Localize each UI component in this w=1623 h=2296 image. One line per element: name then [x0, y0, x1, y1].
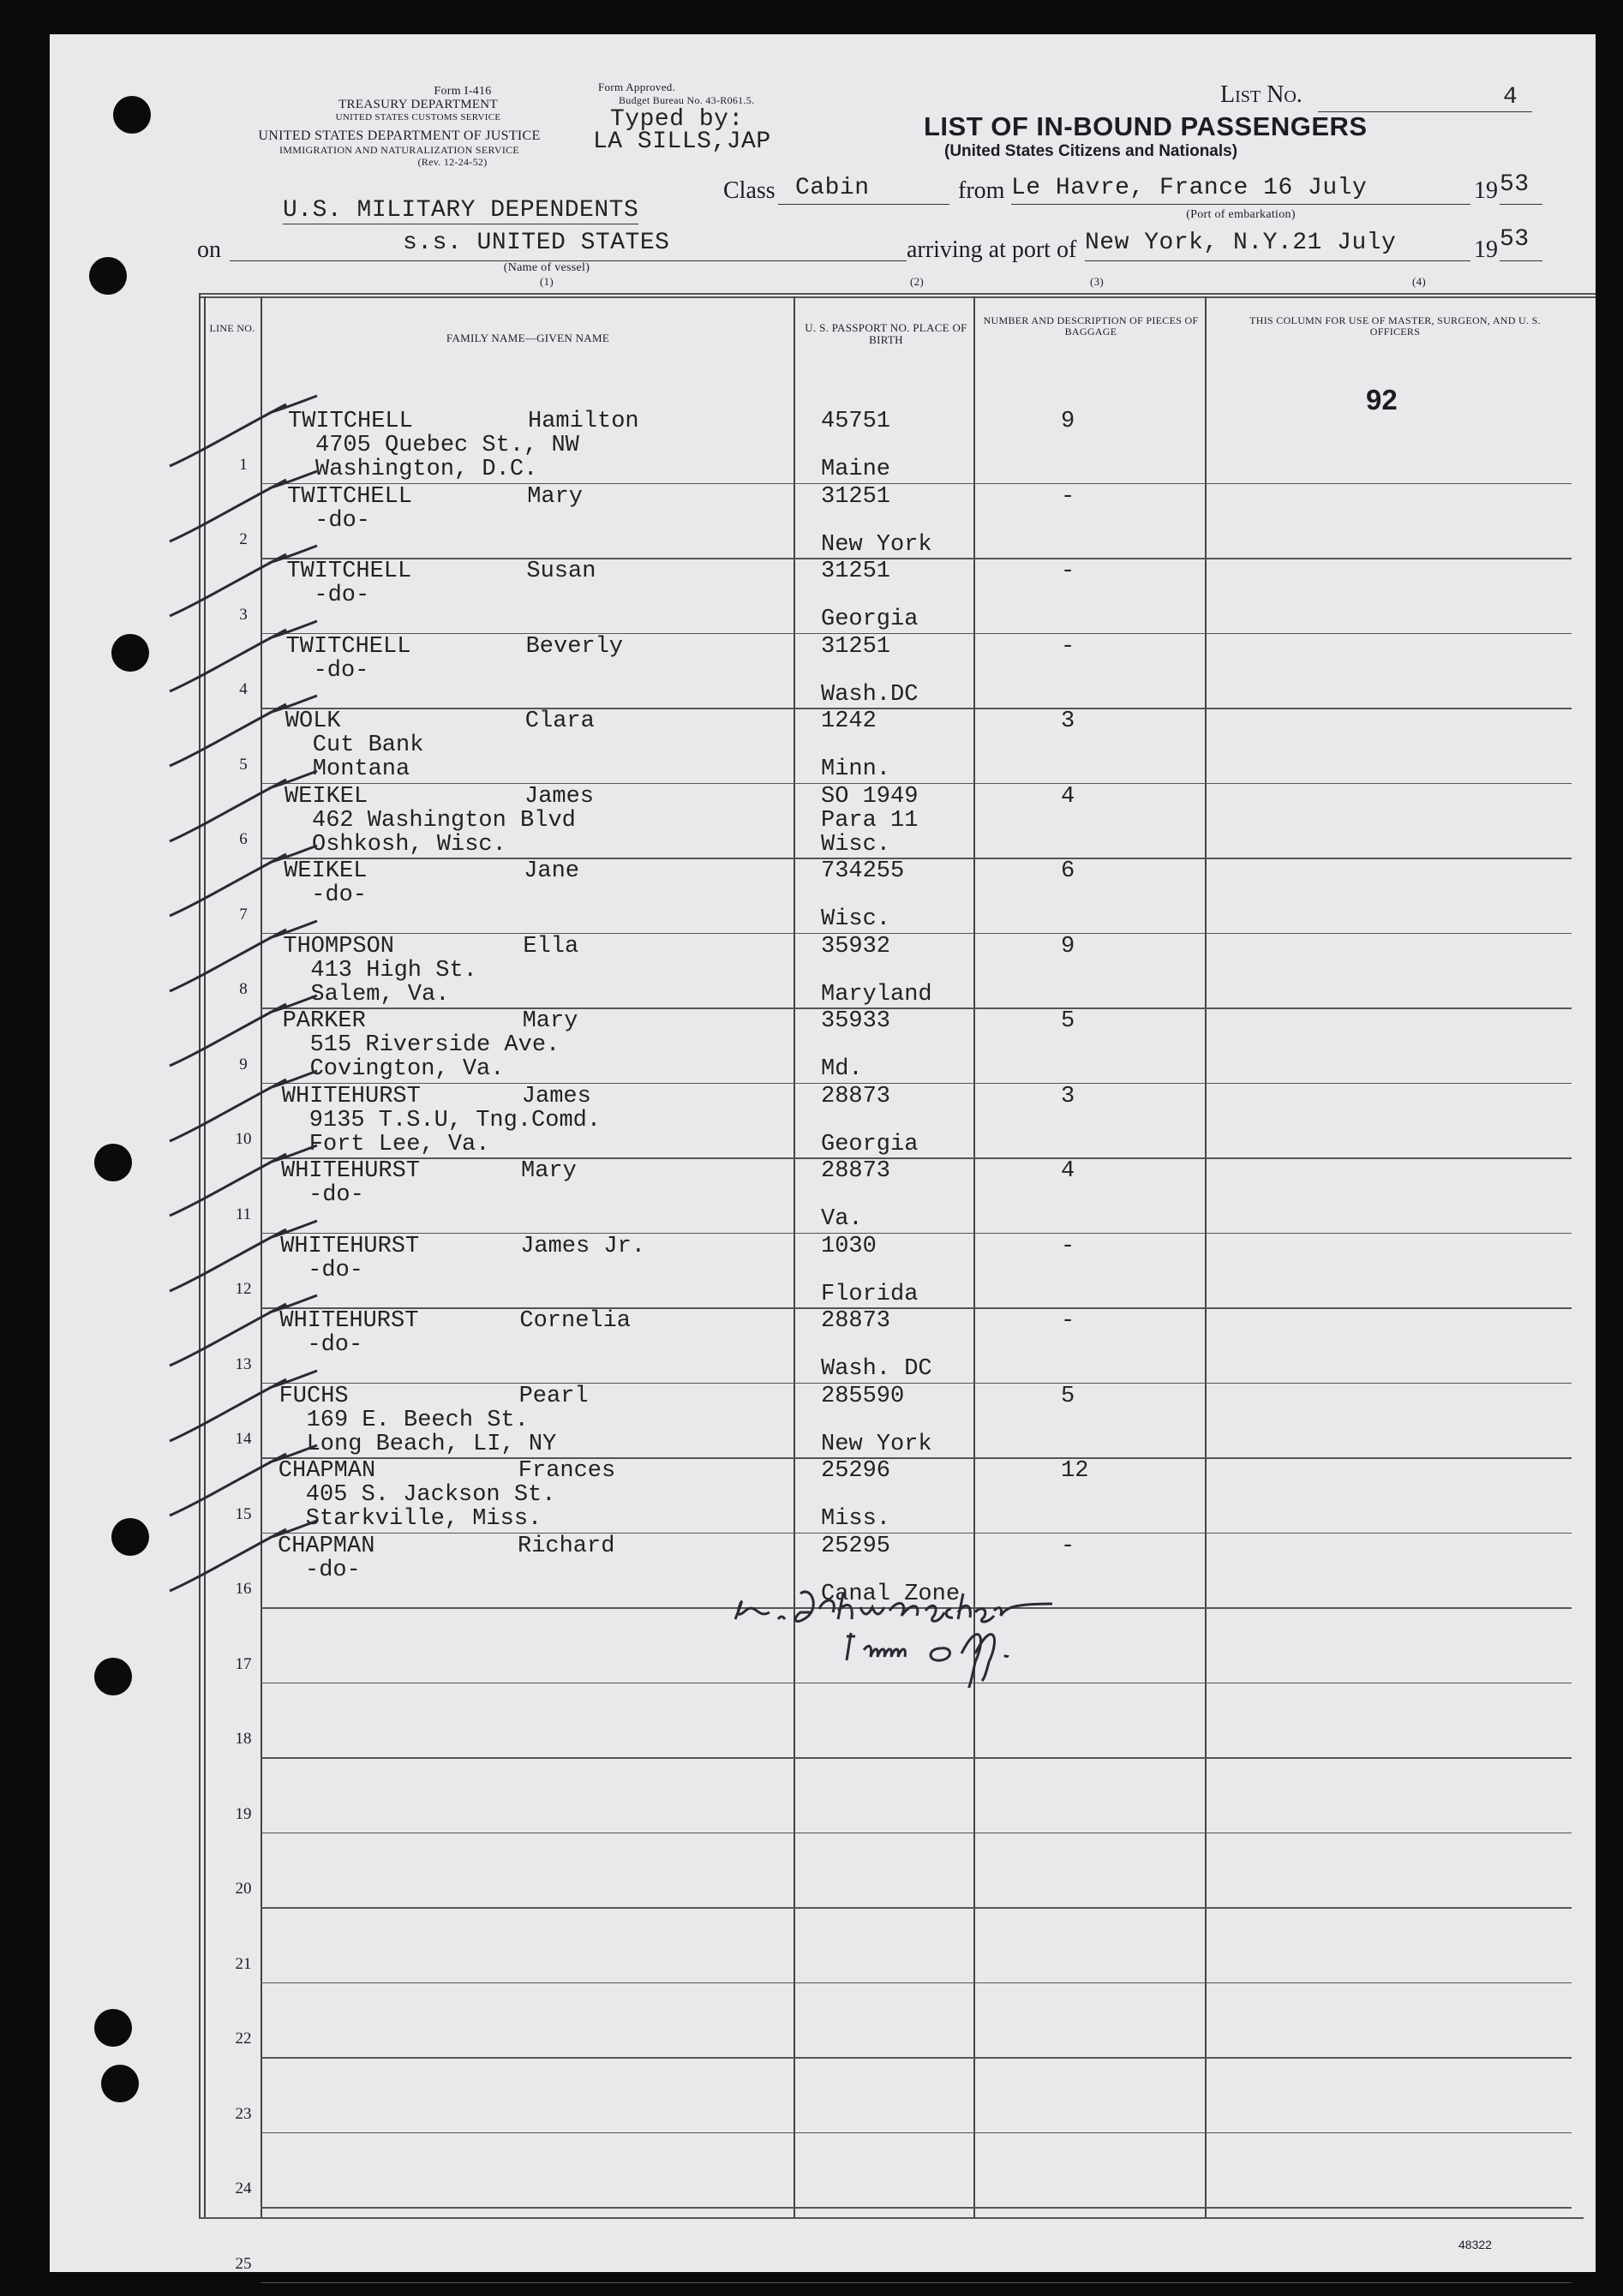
family-name: TWITCHELL	[285, 633, 411, 660]
header-line-no: LINE NO.	[209, 322, 255, 334]
row-rule	[261, 1533, 1572, 1534]
line-number: 1	[239, 455, 248, 474]
signature-text: A.W. Schumacher	[718, 1559, 725, 1560]
family-name: WEIKEL	[284, 858, 368, 884]
check-mark-icon	[166, 1292, 338, 1369]
address-line-1: -do-	[311, 882, 367, 908]
address-line-1: 9135 T.S.U, Tng.Comd.	[308, 1107, 602, 1133]
arriving-field	[1085, 230, 1470, 261]
passport-number: 31251	[821, 483, 891, 510]
officer-note: 92	[1366, 384, 1398, 416]
passport-number: 35932	[821, 933, 891, 960]
row-rule	[261, 2132, 1572, 2134]
row-rule	[261, 858, 1572, 859]
line-number: 18	[235, 1730, 252, 1748]
table-top-rule-2	[199, 296, 1596, 298]
check-mark-icon	[166, 1517, 338, 1594]
check-mark-icon	[166, 692, 338, 769]
line-number: 13	[235, 1354, 252, 1373]
row-rule	[261, 1982, 1572, 1984]
year2-field	[1500, 226, 1542, 261]
binder-hole	[94, 2009, 132, 2047]
given-name: Ella	[523, 933, 579, 960]
check-mark-icon	[166, 992, 338, 1069]
given-name: Jane	[524, 858, 579, 884]
address-line-2: Oshkosh, Wisc.	[312, 831, 506, 858]
address-line-2: Washington, D.C.	[315, 457, 538, 482]
check-mark-icon	[166, 768, 338, 845]
family-name: CHAPMAN	[278, 1533, 375, 1559]
given-name: James	[524, 783, 595, 810]
baggage-count: 6	[1061, 858, 1075, 884]
typed-by-label: Typed by:	[610, 106, 744, 133]
line-number: 16	[235, 1580, 252, 1598]
address-line-1: 515 Riverside Ave.	[309, 1032, 560, 1058]
header-passport: U. S. PASSPORT NO. PLACE OF BIRTH	[805, 321, 967, 346]
line-number: 10	[235, 1130, 252, 1148]
family-name: PARKER	[282, 1008, 366, 1034]
passport-number: 734255	[821, 858, 905, 884]
row-rule	[261, 708, 1572, 709]
family-name: THOMPSON	[283, 933, 395, 960]
row-rule	[261, 2207, 1572, 2209]
justice-dept: UNITED STATES DEPARTMENT OF JUSTICE	[258, 129, 541, 143]
given-name: Mary	[522, 1008, 578, 1034]
row-rule	[261, 1157, 1572, 1159]
address-line-1: -do-	[305, 1557, 361, 1583]
line-number: 7	[239, 905, 248, 924]
vessel-caption: (Name of vessel)	[503, 261, 590, 274]
list-no-value: 4	[1503, 84, 1518, 111]
passport-number: 285590	[821, 1383, 905, 1409]
from-label: from	[958, 177, 1005, 204]
row-rule	[261, 1083, 1572, 1085]
place-of-birth: Wisc.	[821, 831, 891, 858]
binder-hole	[89, 257, 127, 295]
list-no-field	[1318, 86, 1532, 112]
baggage-count: 3	[1061, 709, 1075, 734]
row-rule	[261, 933, 1572, 935]
row-rule	[261, 1007, 1572, 1009]
baggage-count: 4	[1061, 783, 1075, 810]
header-family-name: FAMILY NAME—GIVEN NAME	[446, 332, 610, 344]
place-of-birth: Canal Zone	[821, 1581, 961, 1607]
baggage-count: -	[1061, 559, 1075, 584]
class-field	[778, 175, 949, 205]
line-number: 12	[235, 1280, 252, 1298]
binder-hole	[94, 1144, 132, 1181]
passport-number: 25296	[821, 1458, 891, 1484]
baggage-count: -	[1061, 483, 1075, 510]
address-line-1: 4705 Quebec St., NW	[315, 433, 579, 458]
manifest-sheet	[50, 34, 1596, 2272]
passport-number: 31251	[821, 559, 891, 584]
vessel-value: s.s. UNITED STATES	[403, 230, 670, 256]
from-field	[1011, 175, 1470, 205]
address-line-2: Montana	[312, 756, 410, 782]
col-num-1: (1)	[539, 275, 554, 288]
group-heading: U.S. MILITARY DEPENDENTS	[283, 197, 639, 224]
row-rule	[261, 2057, 1572, 2059]
list-title: LIST OF IN-BOUND PASSENGERS	[924, 111, 1368, 141]
given-name: Susan	[526, 559, 596, 584]
row-rule	[261, 1907, 1572, 1909]
baggage-count: 5	[1061, 1383, 1075, 1409]
given-name: Beverly	[525, 633, 624, 660]
place-of-birth: Maine	[821, 457, 891, 482]
passport-number: 28873	[821, 1308, 891, 1334]
address-line-1: Cut Bank	[312, 732, 424, 758]
row-rule	[261, 1833, 1572, 1834]
line-number: 24	[235, 2179, 252, 2197]
vessel-field	[230, 230, 907, 261]
port-embark-caption: (Port of embarkation)	[1186, 208, 1296, 221]
place-of-birth: Wash. DC	[821, 1356, 932, 1382]
form-number: Form I-416	[434, 85, 492, 98]
place-of-birth: Georgia	[821, 1131, 919, 1157]
address-line-1: -do-	[313, 657, 369, 684]
check-mark-icon	[166, 1367, 338, 1444]
arriving-label: arriving at port of	[907, 236, 1077, 263]
on-label: on	[197, 236, 221, 263]
line-number: 20	[235, 1880, 252, 1898]
family-name: WHITEHURST	[281, 1083, 421, 1109]
check-mark-icon	[166, 618, 338, 695]
row-rule	[261, 1307, 1572, 1309]
given-name: Mary	[521, 1158, 577, 1184]
line-number: 23	[235, 2104, 252, 2123]
passport-number: SO 1949	[821, 783, 919, 810]
passport-number: 25295	[821, 1533, 891, 1559]
given-name: Richard	[518, 1533, 615, 1559]
given-name: Clara	[524, 709, 595, 734]
line-number: 11	[235, 1205, 252, 1223]
budget-bureau: Budget Bureau No. 43-R061.5.	[619, 94, 755, 106]
list-no-label: List No.	[1220, 81, 1303, 108]
check-mark-icon	[166, 842, 338, 919]
binder-hole	[111, 634, 149, 672]
table-top-rule	[199, 293, 1596, 295]
line-number: 21	[235, 1954, 252, 1973]
family-name: WHITEHURST	[280, 1233, 420, 1259]
binder-hole	[111, 1518, 149, 1556]
arriving-value: New York, N.Y.21 July	[1085, 230, 1397, 256]
baggage-count: 12	[1061, 1458, 1089, 1484]
address-line-1: -do-	[307, 1332, 363, 1358]
family-name: FUCHS	[278, 1383, 349, 1409]
ins-service: IMMIGRATION AND NATURALIZATION SERVICE	[278, 144, 520, 156]
year-prefix: 19	[1474, 177, 1498, 204]
given-name: Mary	[527, 483, 583, 510]
line-number: 14	[235, 1430, 252, 1448]
given-name: Pearl	[518, 1383, 589, 1409]
baggage-count: 4	[1061, 1158, 1075, 1184]
form-approved: Form Approved.	[598, 81, 676, 93]
row-rule	[261, 1233, 1572, 1235]
divider-baggage-col	[1205, 296, 1207, 2219]
address-line-2: Fort Lee, Va.	[308, 1131, 490, 1157]
address-line-2: Covington, Va.	[309, 1056, 505, 1082]
family-name: TWITCHELL	[288, 409, 413, 434]
address-line-1: -do-	[308, 1182, 364, 1208]
row-rule	[261, 1383, 1572, 1384]
given-name: Hamilton	[528, 409, 639, 434]
passport-number: 28873	[821, 1158, 891, 1184]
place-of-birth: Miss.	[821, 1506, 891, 1532]
place-of-birth: Wisc.	[821, 906, 891, 932]
place-of-birth: New York	[821, 1431, 932, 1457]
footer-code: 48322	[1458, 2238, 1492, 2251]
given-name: Frances	[518, 1458, 616, 1484]
place-of-birth: Florida	[821, 1281, 919, 1307]
baggage-count: -	[1061, 633, 1075, 660]
given-name: James	[521, 1083, 591, 1109]
address-line-1: 462 Washington Blvd	[312, 807, 576, 834]
col-num-3: (3)	[1089, 275, 1105, 288]
given-name: Cornelia	[519, 1308, 632, 1334]
line-number: 22	[235, 2030, 252, 2048]
check-mark-icon	[166, 1067, 338, 1145]
address-line-2: Starkville, Miss.	[305, 1506, 542, 1532]
row-rule	[261, 1457, 1572, 1459]
family-name: CHAPMAN	[278, 1458, 376, 1484]
check-mark-icon	[166, 392, 338, 469]
year2-value: 53	[1500, 226, 1530, 253]
passport-number: 45751	[821, 409, 891, 434]
address-line-1: -do-	[314, 507, 370, 534]
baggage-count: 3	[1061, 1083, 1075, 1109]
header-officers: THIS COLUMN FOR USE OF MASTER, SURGEON, AND U. S. OFFICERS	[1249, 314, 1541, 338]
treasury-dept: TREASURY DEPARTMENT	[338, 98, 498, 111]
line-number: 25	[235, 2254, 252, 2273]
divider-name-col	[794, 296, 795, 2219]
customs-service: UNITED STATES CUSTOMS SERVICE	[335, 112, 501, 123]
passport-number: 31251	[821, 633, 891, 660]
line-number: 17	[235, 1654, 252, 1673]
baggage-count: -	[1061, 1233, 1075, 1259]
class-label: Class	[723, 177, 776, 204]
class-value: Cabin	[795, 175, 870, 201]
place-of-birth: Georgia	[821, 607, 919, 632]
year-field	[1500, 171, 1542, 205]
typed-by-value: LA SILLS,JAP	[593, 129, 771, 155]
place-of-birth: Wash.DC	[821, 681, 919, 708]
check-mark-icon	[166, 1142, 338, 1219]
line-number: 19	[235, 1804, 252, 1823]
from-value: Le Havre, France 16 July	[1011, 175, 1368, 201]
place-of-birth: Maryland	[821, 981, 932, 1007]
family-name: TWITCHELL	[287, 483, 413, 510]
line-number: 15	[235, 1504, 252, 1523]
passport-number: 35933	[821, 1008, 891, 1034]
address-line-1: 405 S. Jackson St.	[305, 1482, 556, 1508]
baggage-count: -	[1061, 1533, 1075, 1559]
family-name: WHITEHURST	[279, 1308, 419, 1334]
line-number: 9	[239, 1055, 248, 1073]
baggage-count: 5	[1061, 1008, 1075, 1034]
check-mark-icon	[166, 1217, 338, 1294]
year2-prefix: 19	[1474, 236, 1498, 263]
place-of-birth: Va.	[821, 1206, 863, 1232]
table-bottom-rule	[199, 2217, 1584, 2219]
line-number: 4	[239, 680, 248, 698]
address-line-1: 413 High St.	[310, 957, 477, 984]
check-mark-icon	[166, 468, 338, 545]
family-name: WEIKEL	[284, 783, 368, 810]
col-num-4: (4)	[1411, 275, 1427, 288]
address-line-1: -do-	[314, 583, 370, 608]
line-number: 6	[239, 830, 248, 848]
check-mark-icon	[166, 1442, 338, 1519]
list-subtitle: (United States Citizens and Nationals)	[944, 142, 1238, 160]
header-baggage: NUMBER AND DESCRIPTION OF PIECES OF BAGGAGE	[983, 314, 1199, 338]
family-name: WHITEHURST	[281, 1158, 421, 1184]
row-rule	[261, 1757, 1572, 1759]
binder-hole	[113, 96, 151, 134]
passport-number: 1242	[821, 709, 877, 734]
year-value: 53	[1500, 171, 1530, 198]
revision-date: (Rev. 12-24-52)	[417, 156, 488, 168]
place-of-birth-2: Para 11	[821, 807, 919, 834]
row-rule	[261, 2282, 1572, 2284]
baggage-count: 9	[1061, 409, 1075, 434]
line-number: 3	[239, 605, 248, 624]
binder-hole	[94, 1658, 132, 1695]
place-of-birth: New York	[821, 531, 932, 558]
baggage-count: 9	[1061, 933, 1075, 960]
place-of-birth: Minn.	[821, 756, 891, 782]
family-name: TWITCHELL	[286, 559, 412, 584]
row-rule	[261, 483, 1572, 485]
check-mark-icon	[166, 918, 338, 995]
address-line-1: 169 E. Beech St.	[306, 1407, 529, 1433]
address-line-2: Salem, Va.	[310, 981, 450, 1007]
given-name: James Jr.	[520, 1233, 646, 1259]
place-of-birth: Md.	[821, 1056, 863, 1082]
passport-number: 1030	[821, 1233, 877, 1259]
col-num-2: (2)	[909, 275, 925, 288]
family-name: WOLK	[284, 709, 341, 734]
binder-hole	[101, 2065, 139, 2102]
address-line-2: Long Beach, LI, NY	[306, 1431, 557, 1457]
line-number: 8	[239, 980, 248, 998]
row-rule	[261, 633, 1572, 635]
address-line-1: -do-	[308, 1257, 363, 1283]
divider-passport-col	[973, 296, 975, 2219]
line-number: 2	[239, 530, 248, 548]
baggage-count: -	[1061, 1308, 1075, 1334]
passport-number: 28873	[821, 1083, 891, 1109]
row-rule	[261, 558, 1572, 559]
check-mark-icon	[166, 542, 338, 619]
signature-image	[718, 1559, 1112, 1688]
line-number: 5	[239, 755, 248, 774]
